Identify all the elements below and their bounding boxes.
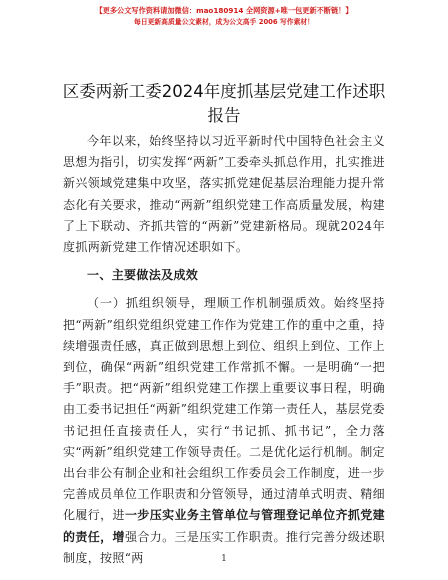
section-heading: 一、主要做法及成效 xyxy=(87,268,199,283)
page-number: 1 xyxy=(221,554,227,564)
paragraph-gap xyxy=(63,286,385,293)
paragraph-gap xyxy=(63,258,385,265)
section-paragraph xyxy=(63,293,385,569)
intro-paragraph: 今年以来，始终坚持以习近平新时代中国特色社会主义思想为指引，切实发挥“两新”工委牵头抓总作用，扎实推进新兴领域党建集中攻坚，落实抓党建促基层治理能力提升常态化有关要求，推动“两新”组织党建工作高质量发展，构建了上下联动、齐抓共管的“两新”党建新格局。现就2024年度抓两新党建工作情况述职如下。 xyxy=(63,134,385,255)
promo-banner-line-1: 【更多公文写作资料请加微信：mao180914 全网资源+唯一包更新不断链！】 xyxy=(95,6,353,15)
bold-text: 一步压实业务主管单位与管理登记单位齐抓党建的责任，增 xyxy=(63,508,385,544)
promo-banner-line-2: 每日更新高质量公文素材，成为公文高手 2006 写作素材！ xyxy=(134,18,314,26)
document-title: 区委两新工委2024年度抓基层党建工作述职报告 xyxy=(62,82,386,125)
paragraph-text-tail: 强合力。三是压实工作职责。推行完善分级述职制度，按照“两 xyxy=(63,529,385,565)
paragraph-text: （一）抓组织领导，理顺工作机制强质效。始终坚持把“两新”组织党组织党建工作作为党建工作的重中之重，持续增强责任感，真正做到思想上到位、组织上到位、工作上到位，确保“两新”组织党建工作常抓不懈。一是明确“一把手”职责。把“两新”组织党建工作摆上重要议事日程，明确由工委书记担任“两新”组织党建工作第一责任人，基层党委书记担任直接责任人，实行“书记抓、抓书记”，全力落实“两新”组织党建工作领导责任。二是优化运行机制。制定出台非公有制企业和社会组织工作委员会工作制度，进一步完善成员单位工作职责和分管领导，通过清单式明责、精细化履行，进 xyxy=(63,296,385,523)
document-body xyxy=(63,131,385,569)
